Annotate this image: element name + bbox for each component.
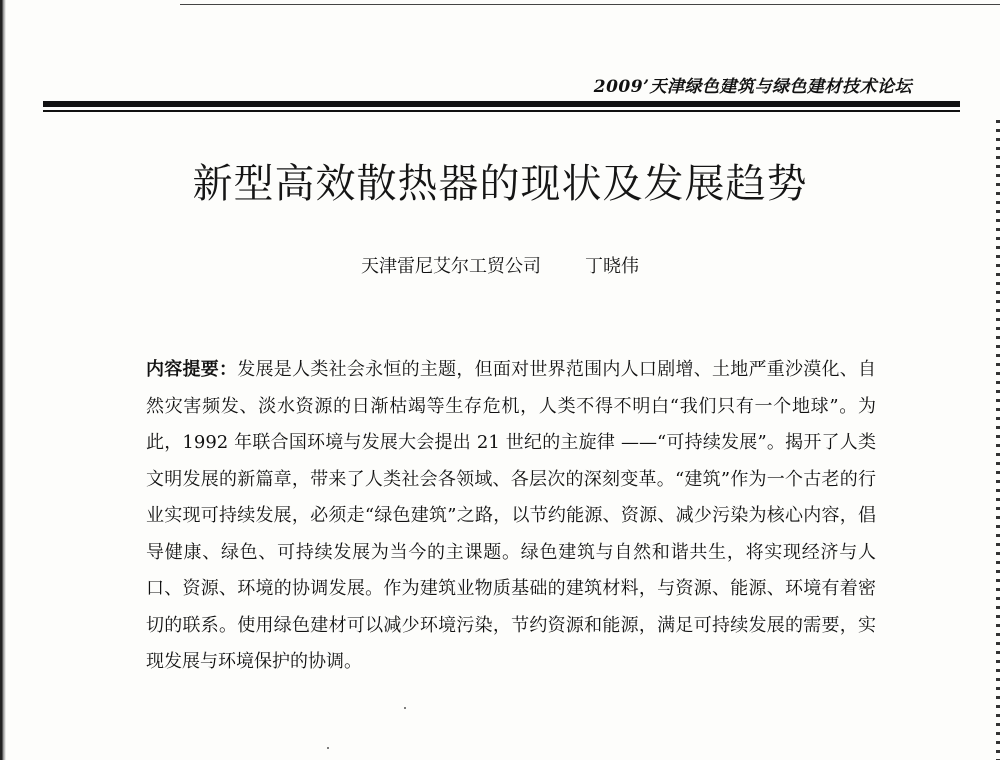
abstract xyxy=(146,352,876,681)
abstract-text: 发展是人类社会永恒的主题，但面对世界范围内人口剧增、土地严重沙漠化、自然灾害频发、淡水资源的日渐枯竭等生存危机，人类不得不明白“我们只有一个地球”。为此，1992 年联合国环境与发展大会提出 21 世纪的主旋律 ——“可持续发展”。揭开了人类文明发展的新篇章，带来了人类社会各领域、各层次的深刻变革。“建筑”作为一个古老的行业实现可持续发展，必须走“绿色建筑”之路，以节约能源、资源、减少污染为核心内容，倡导健康、绿色、可持续发展为当今的主课题。绿色建筑与自然和谐共生，将实现经济与人口、资源、环境的协调发展。作为建筑业物质基础的建筑材料，与资源、能源、环境有着密切的联系。使用绿色建材可以减少环境污染，节约资源和能源，满足可持续发展的需要，实现发展与环境保护的协调。 xyxy=(146,359,877,672)
author: 丁晓伟 xyxy=(585,256,639,277)
scan-speck xyxy=(404,707,406,709)
header-rule-thin xyxy=(43,110,960,112)
affiliation: 天津雷尼艾尔工贸公司 xyxy=(361,256,541,277)
scan-speck xyxy=(327,747,329,749)
scan-right-edge xyxy=(996,120,1000,760)
scan-left-edge xyxy=(0,0,6,760)
header-rule-thick xyxy=(43,101,960,107)
scan-top-line xyxy=(180,4,1000,5)
running-header: 2009’天津绿色建筑与绿色建材技术论坛 xyxy=(593,77,912,97)
article-title: 新型高效散热器的现状及发展趋势 xyxy=(192,161,808,207)
byline xyxy=(0,252,1000,278)
abstract-label: 内容提要： xyxy=(146,359,238,380)
